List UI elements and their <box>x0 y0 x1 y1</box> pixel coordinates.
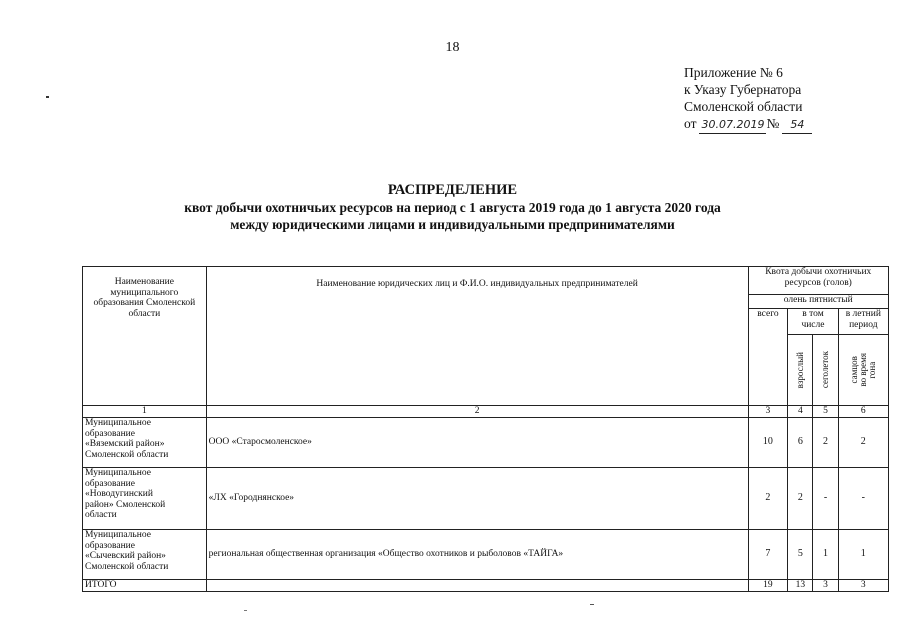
row-total: 2 <box>748 468 788 530</box>
totals-row <box>83 580 889 592</box>
handwritten-date: 30.07.2019 <box>699 116 766 134</box>
row-summer: 1 <box>838 530 888 580</box>
header-species: олень пятнистый <box>748 295 888 309</box>
totals-summer: 3 <box>838 580 888 592</box>
row-summer: - <box>838 468 888 530</box>
row-adult: 5 <box>788 530 813 580</box>
appendix-block <box>684 64 812 134</box>
header-quota: Квота добычи охотничьих ресурсов (голов) <box>748 267 888 295</box>
number-sign: № <box>766 116 780 131</box>
column-number: 3 <box>748 406 788 418</box>
row-municipality: Муниципальное образование «Вяземский район» Смоленской области <box>83 418 207 468</box>
totals-fawn: 3 <box>813 580 838 592</box>
row-municipality: Муниципальное образование «Сычевский район» Смоленской области <box>83 530 207 580</box>
date-prefix: от <box>684 116 697 131</box>
scan-speck <box>244 610 247 611</box>
row-total: 7 <box>748 530 788 580</box>
title-line-2: квот добычи охотничьих ресурсов на период с 1 августа 2019 года до 1 августа 2020 года <box>184 200 721 215</box>
table-row <box>83 468 889 530</box>
appendix-line-1: Приложение № 6 <box>684 65 783 80</box>
quota-table <box>82 266 889 592</box>
scan-speck <box>590 604 594 605</box>
appendix-line-3: Смоленской области <box>684 99 803 114</box>
title-line-3: между юридическими лицами и индивидуальными предпринимателями <box>230 217 675 232</box>
header-rut: самцов во время гона <box>838 335 888 406</box>
totals-empty <box>206 580 748 592</box>
row-entity: «ЛХ «Городнянское» <box>206 468 748 530</box>
row-fawn: 1 <box>813 530 838 580</box>
table-row <box>83 418 889 468</box>
header-fawn: сеголеток <box>813 335 838 406</box>
page-number: 18 <box>445 40 460 55</box>
appendix-line-2: к Указу Губернатора <box>684 82 802 97</box>
document-title <box>0 182 905 233</box>
row-municipality: Муниципальное образование «Новодугинский район» Смоленской области <box>83 468 207 530</box>
row-summer: 2 <box>838 418 888 468</box>
scan-speck <box>46 96 49 98</box>
row-total: 10 <box>748 418 788 468</box>
column-number: 2 <box>206 406 748 418</box>
title-line-1: РАСПРЕДЕЛЕНИЕ <box>387 182 518 198</box>
row-adult: 6 <box>788 418 813 468</box>
column-number: 1 <box>83 406 207 418</box>
header-summer: в летний период <box>838 309 888 335</box>
row-fawn: 2 <box>813 418 838 468</box>
column-number: 4 <box>788 406 813 418</box>
appendix-date-line <box>684 115 812 134</box>
handwritten-number: 54 <box>782 116 812 134</box>
totals-total: 19 <box>748 580 788 592</box>
column-number: 6 <box>838 406 888 418</box>
header-municipality: Наименование муниципального образования Смоленской области <box>83 267 207 406</box>
header-including: в том числе <box>788 309 838 335</box>
totals-label: ИТОГО <box>83 580 207 592</box>
row-fawn: - <box>813 468 838 530</box>
row-entity: ООО «Старосмоленское» <box>206 418 748 468</box>
column-number: 5 <box>813 406 838 418</box>
row-adult: 2 <box>788 468 813 530</box>
totals-adult: 13 <box>788 580 813 592</box>
table-row <box>83 530 889 580</box>
header-entity: Наименование юридических лиц и Ф.И.О. индивидуальных предпринимателей <box>206 267 748 406</box>
header-total: всего <box>748 309 788 406</box>
row-entity: региональная общественная организация «Общество охотников и рыболовов «ТАЙГА» <box>206 530 748 580</box>
header-adult: взрослый <box>788 335 813 406</box>
column-numbers-row <box>83 406 889 418</box>
